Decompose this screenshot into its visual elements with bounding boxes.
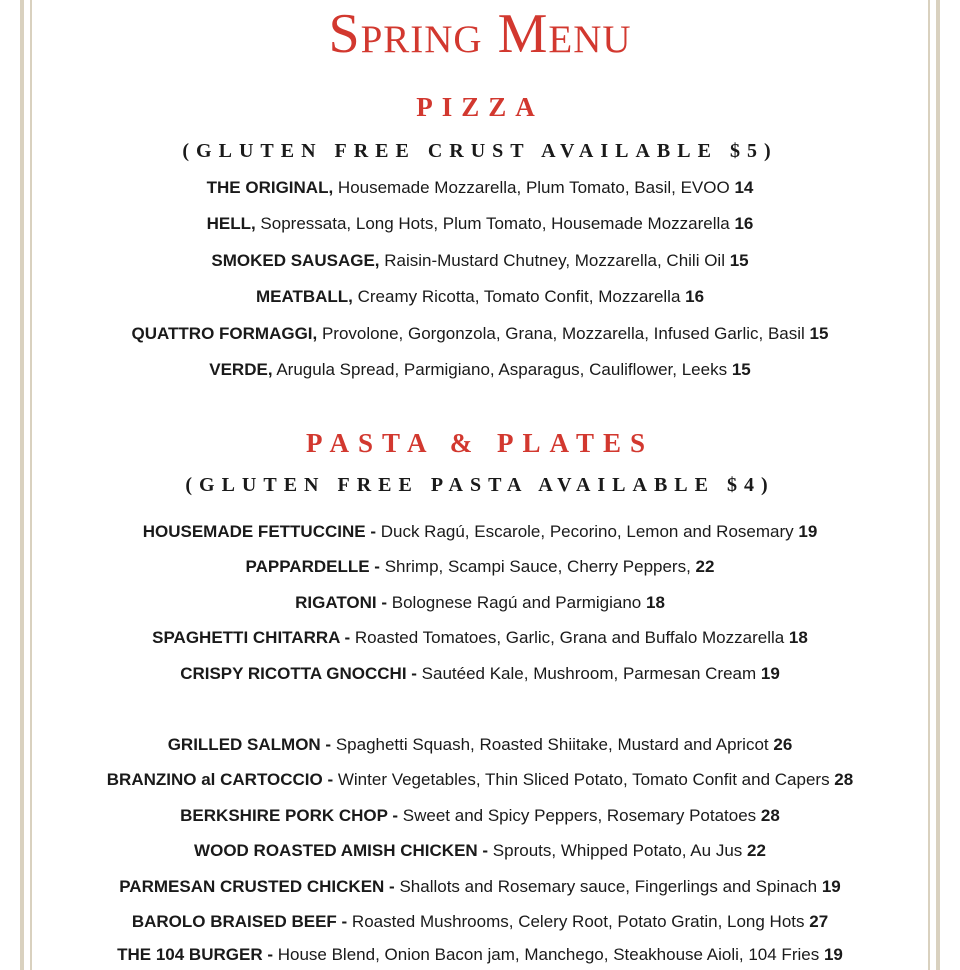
item-description: Sautéed Kale, Mushroom, Parmesan Cream [416, 664, 761, 683]
item-price: 28 [760, 806, 780, 825]
menu-item [0, 664, 960, 684]
item-price: 15 [809, 324, 829, 343]
item-price: 16 [685, 287, 705, 306]
item-name: SMOKED SAUSAGE, [211, 251, 380, 270]
item-name: QUATTRO FORMAGGI, [131, 324, 318, 343]
item-description: Sprouts, Whipped Potato, Au Jus [488, 841, 748, 860]
menu-item [0, 360, 960, 380]
item-name: GRILLED SALMON - [167, 735, 332, 754]
menu-item [0, 841, 960, 861]
item-name: WOOD ROASTED AMISH CHICKEN - [194, 841, 489, 860]
menu-title: Spring Menu [328, 3, 632, 65]
item-price: 26 [773, 735, 793, 754]
menu-item [0, 522, 960, 542]
item-price: 19 [823, 945, 843, 964]
pizza-gluten-free-note: (GLUTEN FREE CRUST AVAILABLE $5) [182, 140, 778, 162]
item-description: Sopressata, Long Hots, Plum Tomato, Housemade Mozzarella [255, 214, 735, 233]
item-name: SPAGHETTI CHITARRA - [152, 628, 351, 647]
item-description: Roasted Mushrooms, Celery Root, Potato Gratin, Long Hots [347, 912, 810, 931]
menu-item [0, 877, 960, 897]
item-name: CRISPY RICOTTA GNOCCHI - [180, 664, 417, 683]
item-price: 27 [809, 912, 829, 931]
item-name: MEATBALL, [255, 287, 353, 306]
menu-item [0, 770, 960, 790]
item-description: Duck Ragú, Escarole, Pecorino, Lemon and Rosemary [375, 522, 799, 541]
item-description: House Blend, Onion Bacon jam, Manchego, Steakhouse Aioli, 104 Fries [273, 945, 824, 964]
item-name: PARMESAN CRUSTED CHICKEN - [119, 877, 395, 896]
item-description: Sweet and Spicy Peppers, Rosemary Potatoes [398, 806, 761, 825]
item-name: THE ORIGINAL, [206, 178, 334, 197]
item-description: Spaghetti Squash, Roasted Shiitake, Mustard and Apricot [331, 735, 774, 754]
item-price: 19 [798, 522, 818, 541]
item-description: Housemade Mozzarella, Plum Tomato, Basil, EVOO [333, 178, 735, 197]
item-price: 22 [747, 841, 766, 860]
item-description: Provolone, Gorgonzola, Grana, Mozzarella, Infused Garlic, Basil [317, 324, 810, 343]
item-description: Roasted Tomatoes, Garlic, Grana and Buffalo Mozzarella [350, 628, 789, 647]
pasta-gluten-free-note: (GLUTEN FREE PASTA AVAILABLE $4) [185, 474, 775, 496]
item-description: Shrimp, Scampi Sauce, Cherry Peppers, [379, 557, 696, 576]
item-name: THE 104 BURGER - [117, 945, 273, 964]
menu-item [0, 628, 960, 648]
item-name: HELL, [206, 214, 256, 233]
item-name: BRANZINO al CARTOCCIO - [106, 770, 334, 789]
menu-item [0, 557, 960, 577]
menu-item [0, 251, 960, 271]
menu-item [0, 324, 960, 344]
pasta-section-title: PASTA & PLATES [305, 428, 655, 458]
item-description: Shallots and Rosemary sauce, Fingerlings and Spinach [394, 877, 822, 896]
item-price: 22 [695, 557, 715, 576]
item-name: BAROLO BRAISED BEEF - [131, 912, 348, 931]
item-description: Bolognese Ragú and Parmigiano [387, 593, 646, 612]
item-price: 18 [788, 628, 808, 647]
item-price: 28 [834, 770, 854, 789]
item-name: HOUSEMADE FETTUCCINE - [142, 522, 376, 541]
menu-item [0, 287, 960, 307]
menu-item [0, 806, 960, 826]
item-description: Raisin-Mustard Chutney, Mozzarella, Chili Oil [379, 251, 730, 270]
item-description: Creamy Ricotta, Tomato Confit, Mozzarella [352, 287, 686, 306]
item-name: PAPPARDELLE - [245, 557, 380, 576]
menu-item [0, 945, 960, 965]
menu-item [0, 735, 960, 755]
menu-item [0, 214, 960, 234]
item-price: 19 [821, 877, 841, 896]
menu-item [0, 178, 960, 198]
pizza-section-title: PIZZA [416, 92, 544, 122]
item-price: 18 [645, 593, 665, 612]
item-description: Winter Vegetables, Thin Sliced Potato, Tomato Confit and Capers [333, 770, 835, 789]
menu-item [0, 593, 960, 613]
item-price: 15 [731, 360, 751, 379]
item-name: VERDE, [209, 360, 273, 379]
menu-item [0, 912, 960, 932]
item-description: Arugula Spread, Parmigiano, Asparagus, Cauliflower, Leeks [272, 360, 732, 379]
item-name: BERKSHIRE PORK CHOP - [180, 806, 399, 825]
item-price: 15 [729, 251, 749, 270]
item-name: RIGATONI - [295, 593, 388, 612]
item-price: 19 [760, 664, 780, 683]
item-price: 16 [734, 214, 754, 233]
item-price: 14 [734, 178, 754, 197]
